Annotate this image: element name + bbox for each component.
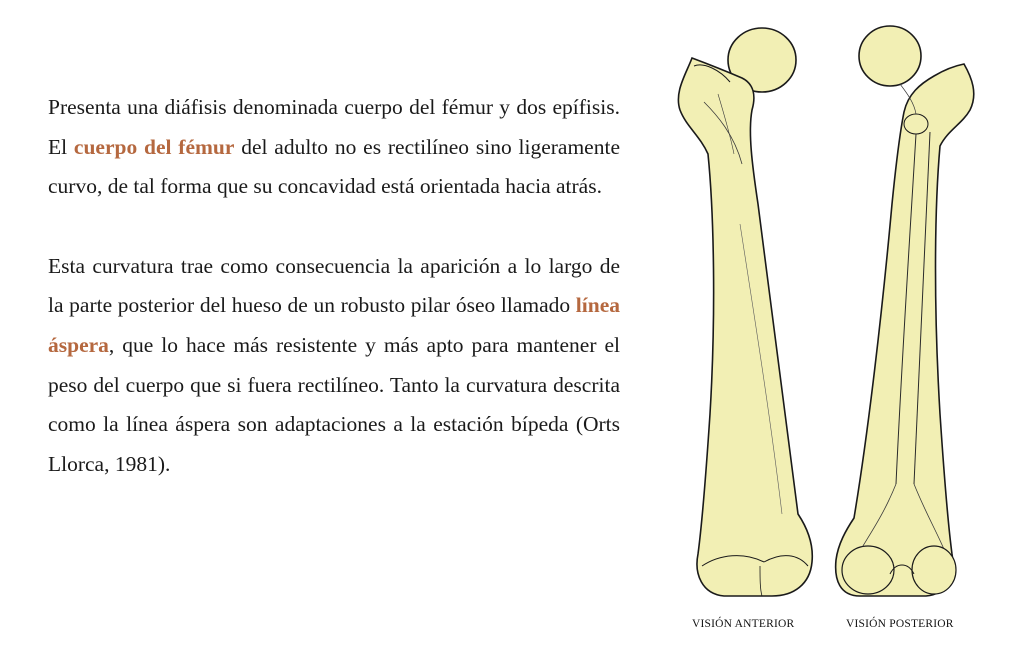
highlight-linea-aspera: línea áspera (48, 293, 620, 357)
femur-posterior-lateral-condyle (912, 546, 956, 594)
caption-vision-posterior: VISIÓN POSTERIOR (846, 618, 954, 630)
femur-figure (664, 14, 1004, 644)
paragraph-2-text-start: Esta curvatura trae como consecuencia la aparición a lo largo de la parte posterior del hueso de un robusto pilar óseo llamado (48, 253, 620, 318)
femur-posterior-medial-condyle (842, 546, 894, 594)
paragraph-1-text-end: del adulto no es rectilíneo sino ligeramente curvo, de tal forma que su concavidad está orientada hacia atrás. (48, 134, 620, 199)
femur-posterior-head (859, 26, 921, 86)
femur-posterior-shaft (836, 64, 974, 596)
paragraph-1-text-start: Presenta una diáfisis denominada cuerpo del fémur y dos epífisis. El (48, 95, 620, 159)
femur-anterior-view (678, 28, 812, 596)
text-column (48, 88, 620, 484)
femur-illustration (664, 14, 1004, 614)
paragraph-diaphysis (48, 88, 620, 207)
highlight-cuerpo-del-femur: cuerpo del fémur (73, 134, 235, 159)
femur-posterior-lesser-trochanter (904, 114, 928, 134)
paragraph-2-text-end: , que lo hace más resistente y más apto para mantener el peso del cuerpo que si fuera rectilíneo. Tanto la curvatura descrita como la línea áspera son adaptaciones a la estación bípeda (Orts Llorca, 1981). (48, 332, 620, 476)
femur-anterior-shaft (678, 58, 812, 596)
caption-vision-anterior: VISIÓN ANTERIOR (692, 618, 795, 630)
paragraph-linea-aspera (48, 247, 620, 485)
femur-posterior-view (836, 26, 974, 596)
